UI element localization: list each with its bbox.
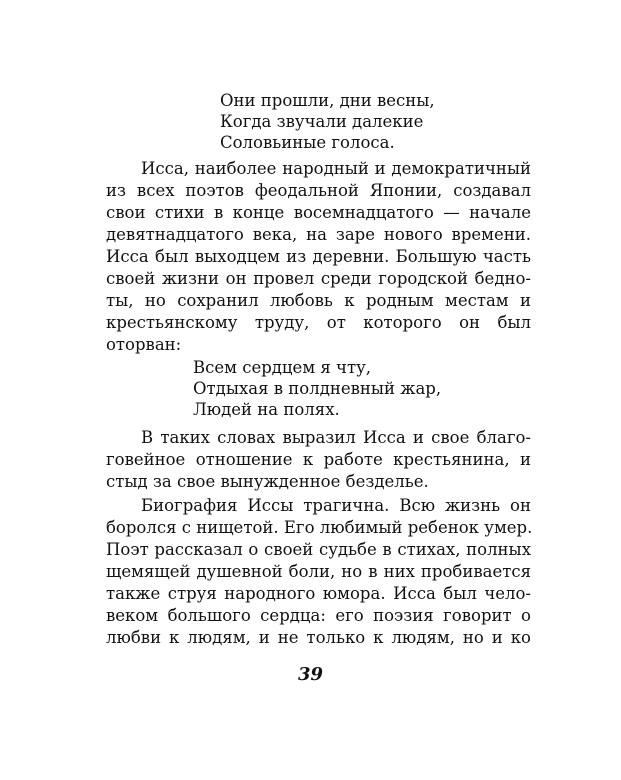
poem2-line: Всем сердцем я чту, [193,358,372,377]
paragraph3-line: также струя народного юмора. Исса был чело- [106,584,531,603]
poem2-line: Отдыхая в полдневный жар, [193,379,442,398]
paragraph3-line: Поэт рассказал о своей судьбе в стихах, полных [106,540,531,559]
paragraph1-line: Исса, наиболее народный и демократичный [141,159,531,178]
paragraph1-line: ты, но сохранил любовь к родным местам и [106,291,531,310]
paragraph1-line: своей жизни он провел среди городской бедно- [106,269,531,288]
paragraph3-line: щемящей душевной боли, но в них пробивается [106,562,531,581]
paragraph1-line: Исса был выходцем из деревни. Большую часть [106,247,531,266]
paragraph3-line: боролся с нищетой. Его любимый ребенок умер. [106,518,533,537]
paragraph1-line: из всех поэтов феодальной Японии, создавал [106,181,531,200]
paragraph1-line: крестьянскому труду, от которого он был [106,313,531,332]
poem1-line: Они прошли, дни весны, [220,91,435,110]
poem2-line: Людей на полях. [193,400,340,419]
paragraph2-line: стыд за свое вынужденное безделье. [106,472,429,491]
poem1-line: Когда звучали далекие [220,112,424,131]
paragraph2-line: говейное отношение к работе крестьянина, и [106,450,531,469]
paragraph3-line: Биография Иссы трагична. Всю жизнь он [141,496,531,515]
paragraph2-line: В таких словах выразил Исса и свое благо- [141,428,531,447]
paragraph3-line: веком большого сердца: его поэзия говорит о [106,606,531,625]
poem1-line: Соловьиные голоса. [220,133,395,152]
paragraph3-line: любви к людям, и не только к людям, но и ко [106,628,531,647]
paragraph1-line: свои стихи в конце восемнадцатого — начале [106,203,531,222]
page-number: 39 [297,664,324,685]
paragraph1-line: оторван: [106,335,182,354]
paragraph1-line: девятнадцатого века, на заре нового времени. [106,225,531,244]
